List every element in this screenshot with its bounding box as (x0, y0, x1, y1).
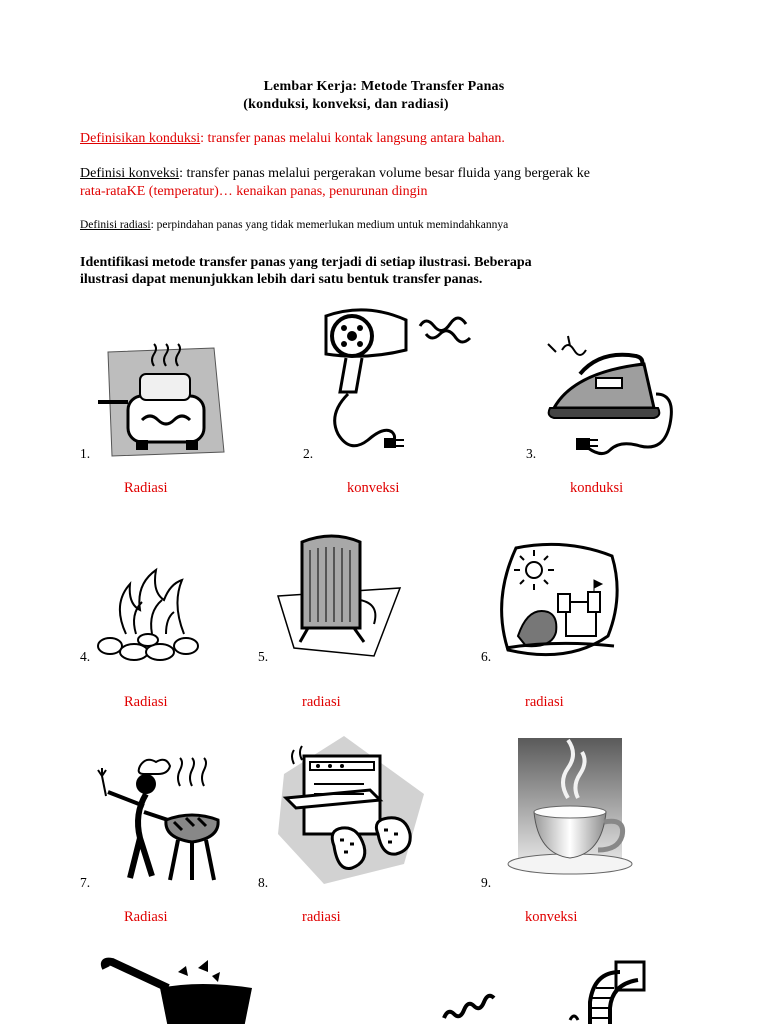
item-number-4: 4. (80, 649, 91, 664)
answer-9: konveksi (525, 909, 578, 925)
answer-4: Radiasi (124, 694, 168, 710)
definition-convection (80, 166, 590, 182)
hair-dryer-icon (316, 302, 482, 462)
definition-radiation-term: Definisi radiasi (80, 219, 151, 231)
answer-6: radiasi (525, 694, 564, 710)
definition-conduction-text: : transfer panas melalui kontak langsung antara bahan. (200, 131, 505, 146)
answer-7: Radiasi (124, 909, 168, 925)
definition-conduction (80, 131, 505, 147)
worksheet-title: Lembar Kerja: Metode Transfer Panas (263, 79, 505, 94)
definition-convection-text: : transfer panas melalui pergerakan volume besar fluida yang bergerak ke (179, 166, 590, 181)
sandcastle-sun-icon (496, 544, 620, 662)
vent-pipe-icon (560, 958, 652, 1024)
answer-5: radiasi (302, 694, 341, 710)
answer-1: Radiasi (124, 480, 168, 496)
item-number-8: 8. (258, 875, 269, 890)
grill-chef-icon (96, 756, 220, 888)
definition-convection-term: Definisi konveksi (80, 166, 180, 181)
instructions-line-2: ilustrasi dapat menunjukkan lebih dari satu bentuk transfer panas. (80, 272, 483, 287)
definition-convection-text-2: rata-rataKE (temperatur)… kenaikan panas, penurunan dingin (80, 184, 428, 199)
answer-2: konveksi (347, 480, 400, 496)
answer-3: konduksi (570, 480, 624, 496)
instructions-line-1: Identifikasi metode transfer panas yang terjadi di setiap ilustrasi. Beberapa (80, 255, 532, 270)
worksheet-subtitle: (konduksi, konveksi, dan radiasi) (243, 97, 449, 112)
item-number-6: 6. (481, 649, 492, 664)
campfire-icon (96, 568, 202, 664)
item-number-2: 2. (303, 446, 314, 461)
definition-conduction-term: Definisikan konduksi (80, 131, 201, 146)
item-number-3: 3. (526, 446, 537, 461)
space-heater-icon (274, 530, 404, 662)
item-number-5: 5. (258, 649, 269, 664)
heater-coil-icon (440, 988, 496, 1024)
item-number-7: 7. (80, 875, 91, 890)
answer-8: radiasi (302, 909, 341, 925)
oven-mitts-icon (274, 734, 434, 888)
hot-cup-icon (504, 738, 638, 886)
definition-radiation-text: : perpindahan panas yang tidak memerlukan medium untuk memindahkannya (150, 219, 509, 231)
item-number-9: 9. (481, 875, 492, 890)
definition-radiation (80, 219, 508, 231)
item-number-1: 1. (80, 446, 91, 461)
toaster-icon (96, 344, 228, 460)
frying-pan-icon (100, 958, 260, 1024)
iron-icon (540, 334, 676, 460)
